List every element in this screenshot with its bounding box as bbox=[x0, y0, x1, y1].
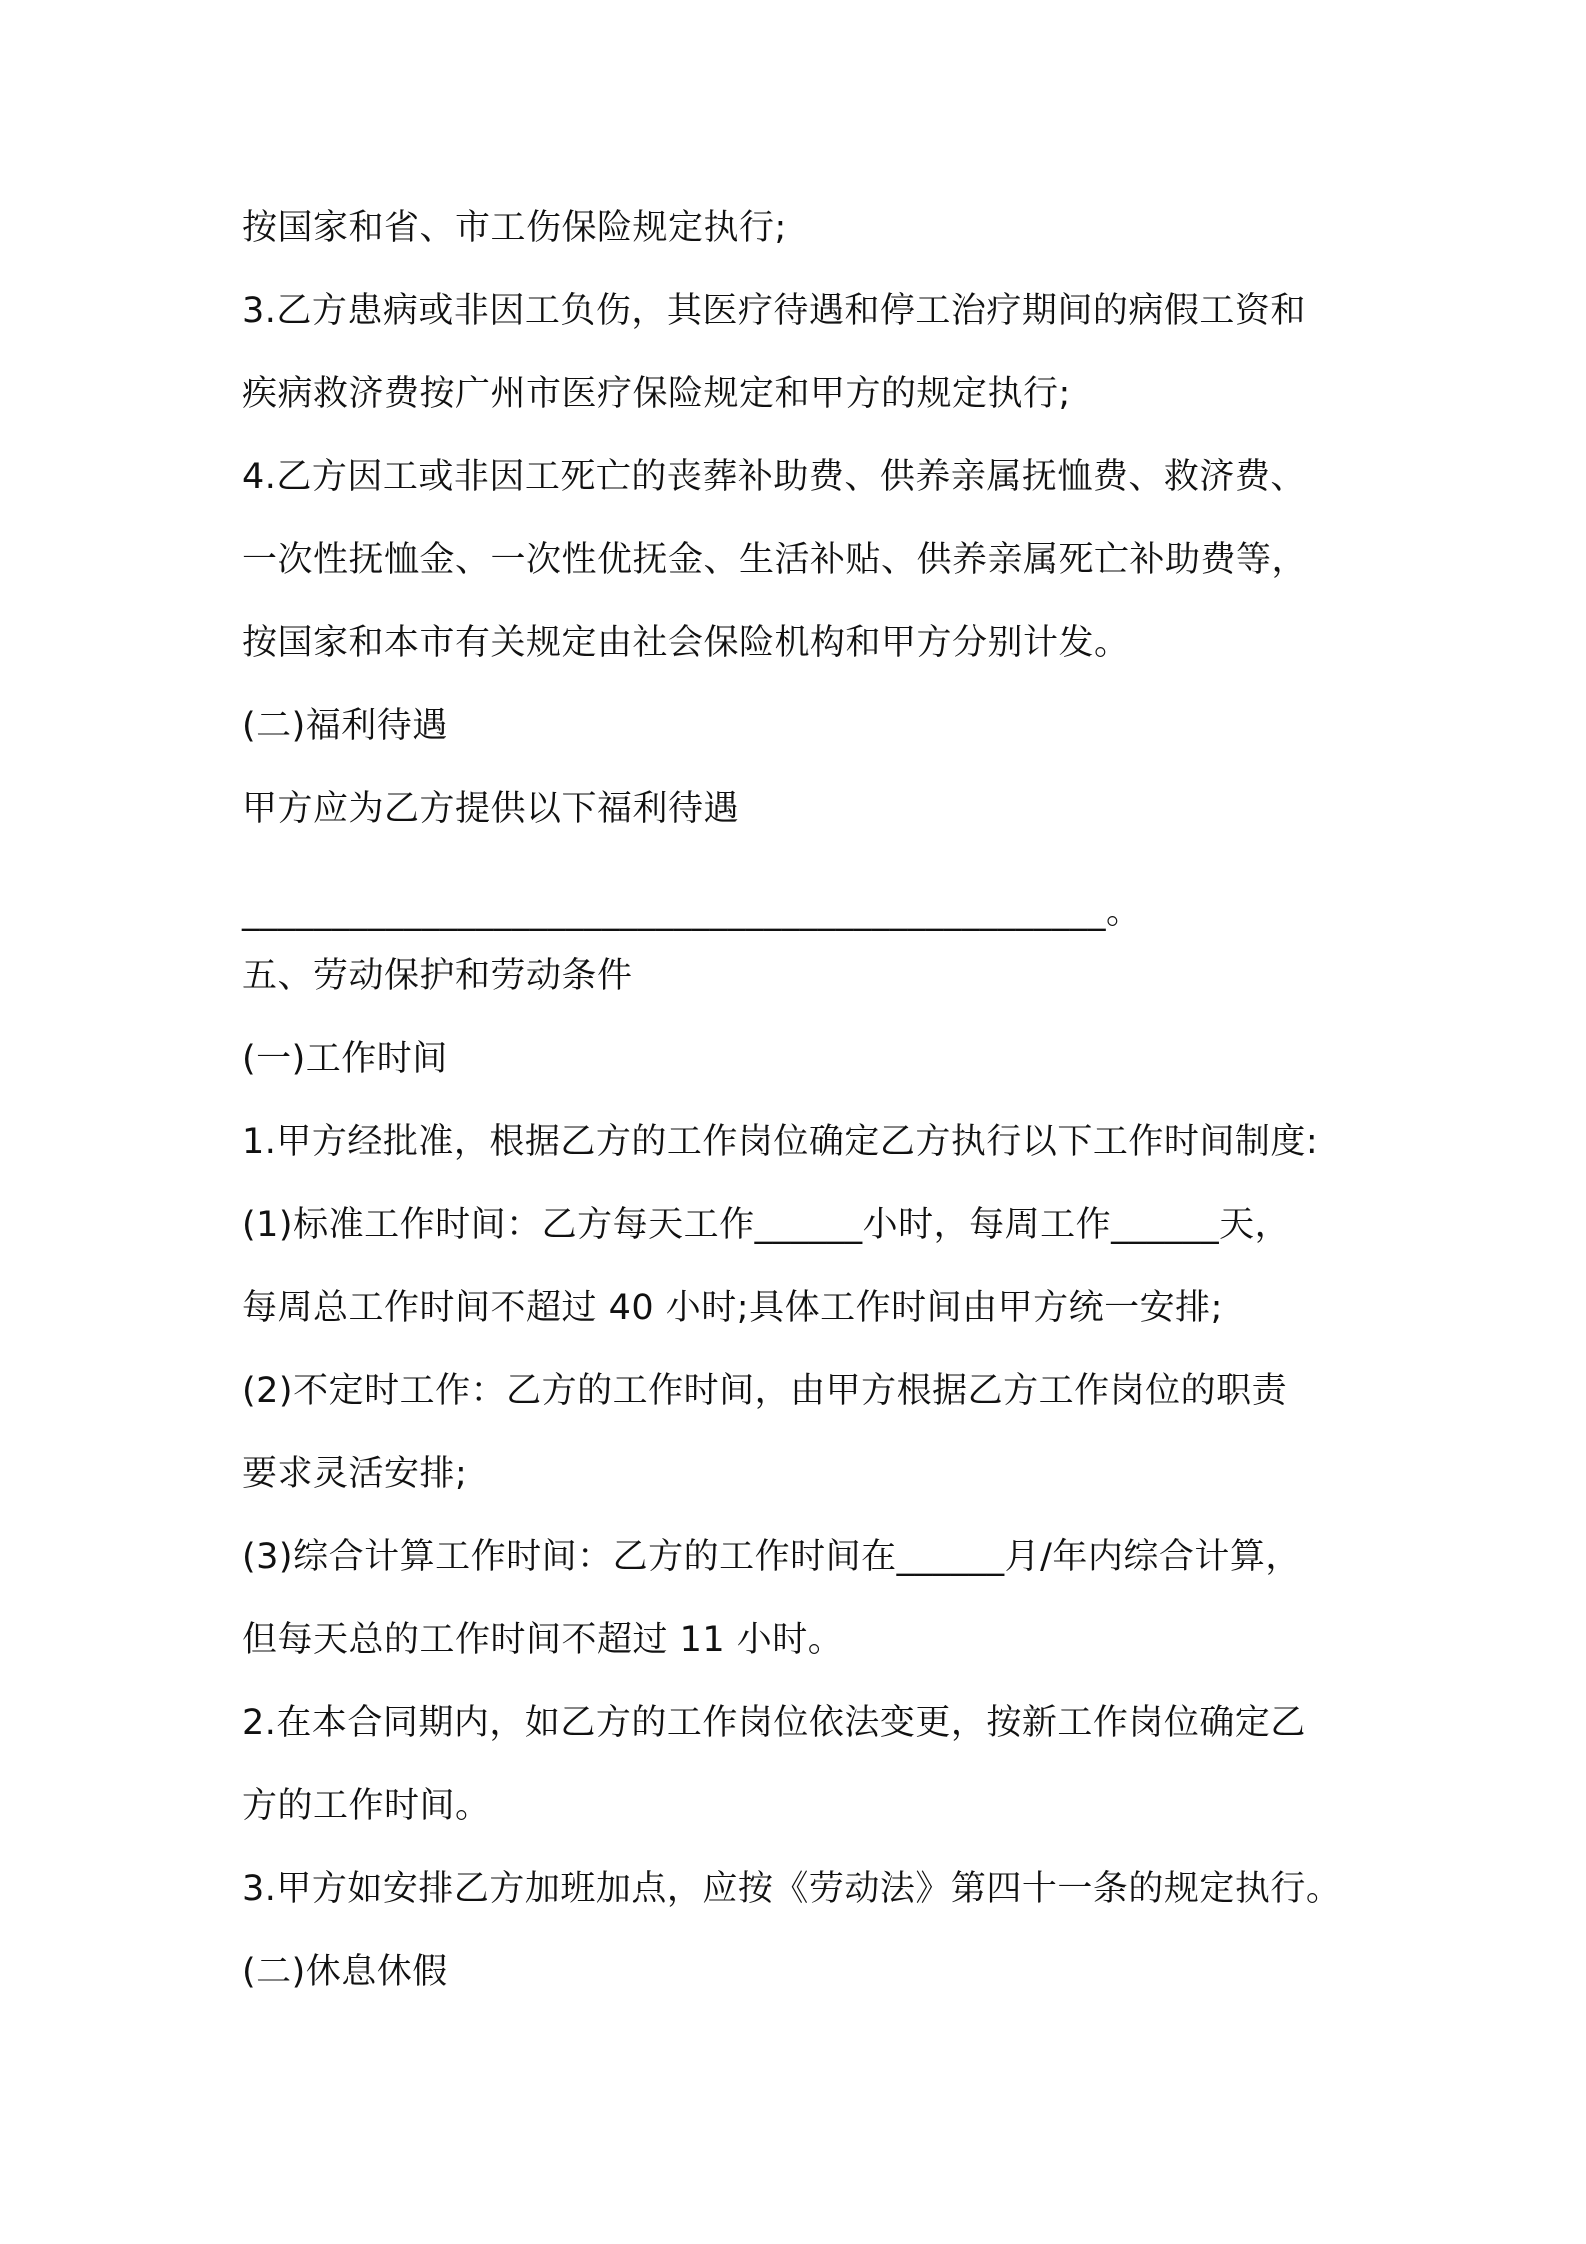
section-heading: (一)工作时间 bbox=[242, 1039, 448, 1079]
section-heading: 五、劳动保护和劳动条件 bbox=[242, 956, 633, 996]
text-line: 甲方应为乙方提供以下福利待遇 bbox=[242, 789, 740, 829]
text-line: 方的工作时间。 bbox=[242, 1786, 491, 1826]
text-line: (2)不定时工作：乙方的工作时间，由甲方根据乙方工作岗位的职责 bbox=[242, 1371, 1288, 1411]
text-line: 但每天总的工作时间不超过 11 小时。 bbox=[242, 1620, 844, 1660]
text-line: 疾病救济费按广州市医疗保险规定和甲方的规定执行; bbox=[242, 374, 1071, 414]
text-line: 按国家和省、市工伤保险规定执行; bbox=[242, 208, 787, 248]
section-heading: (二)福利待遇 bbox=[242, 706, 448, 746]
text-line: 4.乙方因工或非因工死亡的丧葬补助费、供养亲属抚恤费、救济费、 bbox=[242, 457, 1306, 497]
text-line: 按国家和本市有关规定由社会保险机构和甲方分别计发。 bbox=[242, 623, 1130, 663]
text-line: 2.在本合同期内，如乙方的工作岗位依法变更，按新工作岗位确定乙 bbox=[242, 1703, 1306, 1743]
text-line: 要求灵活安排; bbox=[242, 1454, 468, 1494]
section-heading: (二)休息休假 bbox=[242, 1952, 448, 1992]
text-line: 1.甲方经批准，根据乙方的工作岗位确定乙方执行以下工作时间制度: bbox=[242, 1122, 1319, 1162]
text-line: (1)标准工作时间：乙方每天工作______小时，每周工作______天， bbox=[242, 1205, 1291, 1245]
text-line: 3.乙方患病或非因工负伤，其医疗待遇和停工治疗期间的病假工资和 bbox=[242, 291, 1306, 331]
text-line: (3)综合计算工作时间：乙方的工作时间在______月/年内综合计算， bbox=[242, 1537, 1301, 1577]
fill-in-blank-line: ________________________________________________。 bbox=[242, 892, 1142, 932]
text-line: 一次性抚恤金、一次性优抚金、生活补贴、供养亲属死亡补助费等， bbox=[242, 540, 1308, 580]
text-line: 每周总工作时间不超过 40 小时;具体工作时间由甲方统一安排; bbox=[242, 1288, 1223, 1328]
text-line: 3.甲方如安排乙方加班加点，应按《劳动法》第四十一条的规定执行。 bbox=[242, 1869, 1342, 1909]
